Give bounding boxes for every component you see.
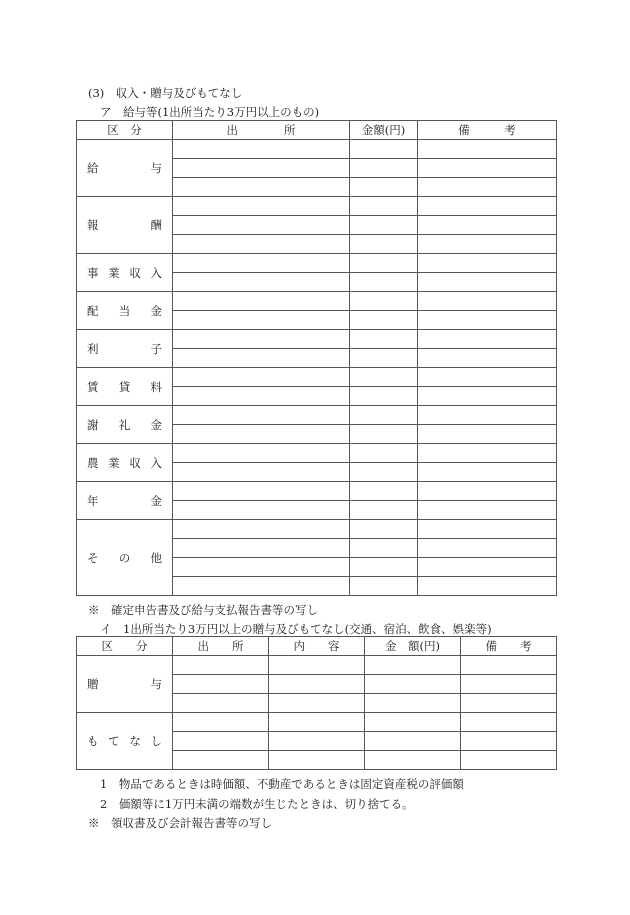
entry-cell[interactable] (173, 675, 269, 694)
entry-cell[interactable] (350, 444, 418, 463)
entry-cell[interactable] (418, 425, 557, 444)
entry-cell[interactable] (350, 178, 418, 197)
entry-cell[interactable] (350, 140, 418, 159)
entry-cell[interactable] (365, 656, 461, 675)
entry-cell[interactable] (350, 254, 418, 273)
income-table-header (77, 121, 557, 140)
entry-cell[interactable] (173, 482, 350, 501)
entry-cell[interactable] (365, 675, 461, 694)
entry-cell[interactable] (173, 292, 350, 311)
entry-cell[interactable] (461, 694, 557, 713)
entry-cell[interactable] (418, 463, 557, 482)
section-a-note: ※ 確定申告書及び給与支払報告書等の写し (88, 603, 318, 617)
category-label: 給 与 (77, 140, 173, 197)
entry-cell[interactable] (350, 425, 418, 444)
category-label: 利 子 (77, 330, 173, 368)
entry-cell[interactable] (173, 501, 350, 520)
entry-cell[interactable] (173, 444, 350, 463)
entry-cell[interactable] (418, 577, 557, 596)
header-content: 内 容 (269, 637, 365, 656)
entry-cell[interactable] (418, 387, 557, 406)
entry-cell[interactable] (350, 387, 418, 406)
entry-cell[interactable] (418, 482, 557, 501)
entry-cell[interactable] (418, 159, 557, 178)
entry-cell[interactable] (173, 235, 350, 254)
entry-cell[interactable] (350, 349, 418, 368)
header-category: 区 分 (77, 637, 173, 656)
entry-cell[interactable] (173, 463, 350, 482)
entry-cell[interactable] (418, 178, 557, 197)
table-row (77, 406, 557, 425)
category-label: もてなし (77, 713, 173, 770)
table-row (77, 330, 557, 349)
category-label: その他 (77, 520, 173, 596)
category-label: 年 金 (77, 482, 173, 520)
entry-cell[interactable] (173, 425, 350, 444)
entry-cell[interactable] (365, 694, 461, 713)
entry-cell[interactable] (269, 751, 365, 770)
table-row (77, 197, 557, 216)
table-row (77, 713, 557, 732)
entry-cell[interactable] (350, 368, 418, 387)
entry-cell[interactable] (418, 558, 557, 577)
entry-cell[interactable] (418, 330, 557, 349)
entry-cell[interactable] (173, 577, 350, 596)
entry-cell[interactable] (350, 558, 418, 577)
entry-cell[interactable] (269, 694, 365, 713)
section-title: (3) 収入・贈与及びもてなし (88, 86, 243, 100)
entry-cell[interactable] (173, 254, 350, 273)
table-row (77, 292, 557, 311)
entry-cell[interactable] (418, 235, 557, 254)
income-table (76, 120, 557, 596)
entry-cell[interactable] (418, 140, 557, 159)
entry-cell[interactable] (461, 732, 557, 751)
table-row (77, 520, 557, 539)
entry-cell[interactable] (418, 197, 557, 216)
category-label: 賃貸料 (77, 368, 173, 406)
category-label: 贈 与 (77, 656, 173, 713)
entry-cell[interactable] (418, 444, 557, 463)
entry-cell[interactable] (173, 694, 269, 713)
entry-cell[interactable] (350, 216, 418, 235)
entry-cell[interactable] (173, 216, 350, 235)
entry-cell[interactable] (173, 387, 350, 406)
entry-cell[interactable] (269, 732, 365, 751)
entry-cell[interactable] (173, 197, 350, 216)
entry-cell[interactable] (461, 751, 557, 770)
entry-cell[interactable] (418, 520, 557, 539)
section-b-footer-note: ※ 領収書及び会計報告書等の写し (88, 816, 272, 830)
entry-cell[interactable] (350, 463, 418, 482)
entry-cell[interactable] (173, 159, 350, 178)
header-amount: 金額(円) (350, 121, 418, 140)
entry-cell[interactable] (418, 292, 557, 311)
entry-cell[interactable] (173, 406, 350, 425)
table-row (77, 140, 557, 159)
entry-cell[interactable] (350, 501, 418, 520)
entry-cell[interactable] (173, 330, 350, 349)
entry-cell[interactable] (173, 713, 269, 732)
entry-cell[interactable] (173, 751, 269, 770)
table-row (77, 368, 557, 387)
entry-cell[interactable] (269, 713, 365, 732)
entry-cell[interactable] (365, 713, 461, 732)
table-row (77, 444, 557, 463)
entry-cell[interactable] (173, 539, 350, 558)
category-label: 報 酬 (77, 197, 173, 254)
entry-cell[interactable] (173, 368, 350, 387)
header-remarks: 備 考 (418, 121, 557, 140)
entry-cell[interactable] (173, 311, 350, 330)
entry-cell[interactable] (461, 675, 557, 694)
header-source: 出 所 (173, 121, 350, 140)
entry-cell[interactable] (269, 656, 365, 675)
entry-cell[interactable] (350, 292, 418, 311)
header-remarks: 備 考 (461, 637, 557, 656)
entry-cell[interactable] (461, 656, 557, 675)
section-b-note-1: 1 物品であるときは時価額、不動産であるときは固定資産税の評価額 (100, 777, 464, 791)
entry-cell[interactable] (173, 178, 350, 197)
entry-cell[interactable] (350, 482, 418, 501)
entry-cell[interactable] (350, 273, 418, 292)
entry-cell[interactable] (350, 330, 418, 349)
entry-cell[interactable] (365, 732, 461, 751)
entry-cell[interactable] (350, 197, 418, 216)
header-amount: 金 額(円) (365, 637, 461, 656)
entry-cell[interactable] (418, 254, 557, 273)
entry-cell[interactable] (418, 311, 557, 330)
entry-cell[interactable] (350, 577, 418, 596)
gifts-table (76, 636, 557, 770)
entry-cell[interactable] (173, 558, 350, 577)
entry-cell[interactable] (418, 349, 557, 368)
entry-cell[interactable] (350, 520, 418, 539)
category-label: 農業収入 (77, 444, 173, 482)
table-row (77, 482, 557, 501)
header-category: 区 分 (77, 121, 173, 140)
entry-cell[interactable] (350, 311, 418, 330)
entry-cell[interactable] (173, 520, 350, 539)
entry-cell[interactable] (350, 406, 418, 425)
entry-cell[interactable] (173, 656, 269, 675)
entry-cell[interactable] (418, 501, 557, 520)
section-b-note-2: 2 価額等に1万円未満の端数が生じたときは、切り捨てる。 (100, 797, 414, 811)
category-label: 事業収入 (77, 254, 173, 292)
entry-cell[interactable] (418, 406, 557, 425)
category-label: 配当金 (77, 292, 173, 330)
entry-cell[interactable] (350, 159, 418, 178)
category-label: 謝礼金 (77, 406, 173, 444)
entry-cell[interactable] (269, 675, 365, 694)
entry-cell[interactable] (461, 713, 557, 732)
section-b-title: イ 1出所当たり3万円以上の贈与及びもてなし(交通、宿泊、飲食、娯楽等) (100, 622, 492, 636)
entry-cell[interactable] (418, 368, 557, 387)
entry-cell[interactable] (418, 216, 557, 235)
entry-cell[interactable] (173, 273, 350, 292)
entry-cell[interactable] (350, 539, 418, 558)
entry-cell[interactable] (365, 751, 461, 770)
gifts-table-header (77, 637, 557, 656)
entry-cell[interactable] (350, 235, 418, 254)
header-source: 出 所 (173, 637, 269, 656)
entry-cell[interactable] (173, 349, 350, 368)
section-a-title: ア 給与等(1出所当たり3万円以上のもの) (100, 105, 320, 119)
table-row (77, 254, 557, 273)
entry-cell[interactable] (418, 539, 557, 558)
table-row (77, 656, 557, 675)
entry-cell[interactable] (173, 140, 350, 159)
entry-cell[interactable] (173, 732, 269, 751)
entry-cell[interactable] (418, 273, 557, 292)
